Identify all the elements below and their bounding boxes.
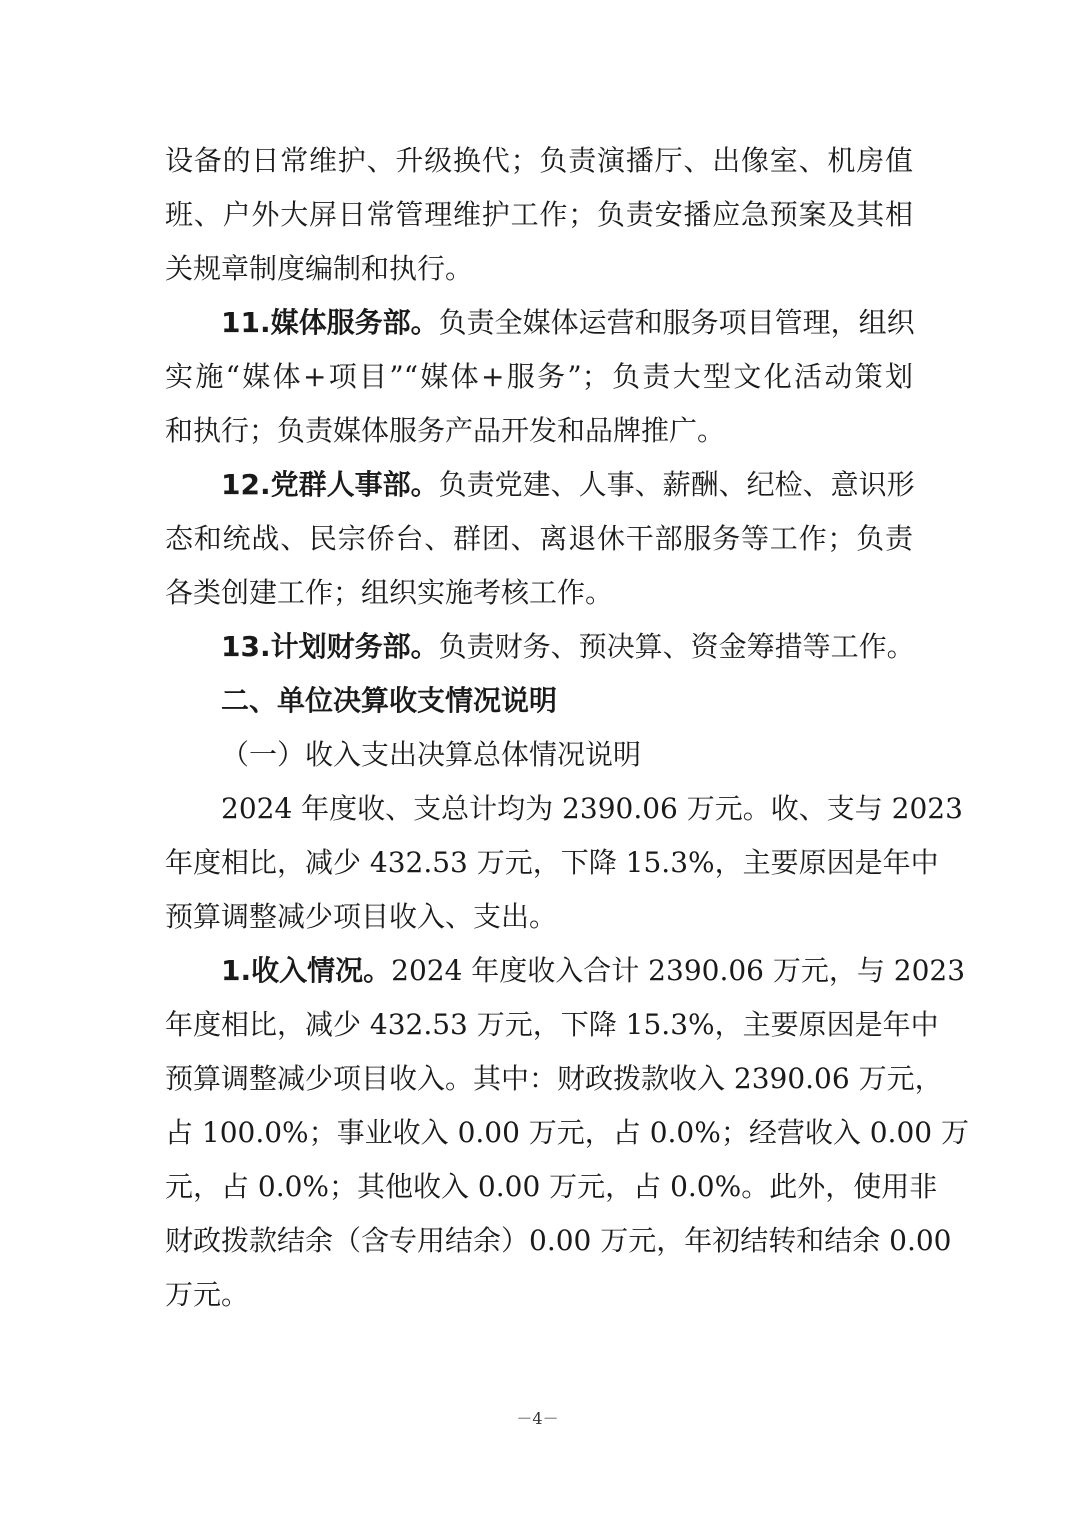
text-line: 班、户外大屏日常管理维护工作；负责安播应急预案及其相 bbox=[165, 198, 913, 231]
text-line: 万元。 bbox=[165, 1278, 250, 1311]
text-line: 年度相比，减少 432.53 万元，下降 15.3%，主要原因是年中 bbox=[165, 846, 939, 879]
page-number: －4－ bbox=[516, 1409, 559, 1428]
text-span: 负责全媒体运营和服务项目管理，组织 bbox=[438, 306, 915, 339]
text-span: 负责财务、预决算、资金筹措等工作。 bbox=[438, 630, 915, 663]
text-line: 实施“媒体+项目”“媒体+服务”；负责大型文化活动策划 bbox=[165, 360, 913, 393]
finance-dept-title: 13.计划财务部。 bbox=[221, 630, 439, 663]
media-service-dept-line bbox=[165, 296, 913, 350]
income-title: 1.收入情况。 bbox=[221, 954, 392, 987]
text-line: 设备的日常维护、升级换代；负责演播厅、出像室、机房值 bbox=[165, 144, 913, 177]
income-line bbox=[165, 944, 966, 998]
text-line: 元，占 0.0%；其他收入 0.00 万元，占 0.0%。此外，使用非 bbox=[165, 1170, 938, 1203]
media-service-dept-title: 11.媒体服务部。 bbox=[221, 306, 439, 339]
party-hr-dept-line bbox=[165, 458, 913, 512]
text-line: 关规章制度编制和执行。 bbox=[165, 252, 474, 285]
text-line: 态和统战、民宗侨台、群团、离退休干部服务等工作；负责 bbox=[165, 522, 913, 555]
document-body bbox=[165, 134, 969, 1322]
text-line: 和执行；负责媒体服务产品开发和品牌推广。 bbox=[165, 414, 726, 447]
party-hr-dept-title: 12.党群人事部。 bbox=[221, 468, 439, 501]
text-span: 负责党建、人事、薪酬、纪检、意识形 bbox=[438, 468, 915, 501]
text-line: 预算调整减少项目收入。其中：财政拨款收入 2390.06 万元， bbox=[165, 1062, 943, 1095]
text-line: 预算调整减少项目收入、支出。 bbox=[165, 900, 558, 933]
text-line: 占 100.0%；事业收入 0.00 万元，占 0.0%；经营收入 0.00 万 bbox=[165, 1116, 969, 1149]
text-line: 2024 年度收、支总计均为 2390.06 万元。收、支与 2023 bbox=[221, 792, 963, 825]
text-line: 财政拨款结余（含专用结余）0.00 万元，年初结转和结余 0.00 bbox=[165, 1224, 952, 1257]
text-line: 各类创建工作；组织实施考核工作。 bbox=[165, 576, 614, 609]
finance-dept-line bbox=[165, 620, 913, 674]
text-span: 2024 年度收入合计 2390.06 万元，与 2023 bbox=[391, 954, 966, 987]
text-line: 年度相比，减少 432.53 万元，下降 15.3%，主要原因是年中 bbox=[165, 1008, 939, 1041]
section-heading: 二、单位决算收支情况说明 bbox=[221, 684, 558, 717]
subsection-heading: （一）收入支出决算总体情况说明 bbox=[221, 738, 642, 771]
